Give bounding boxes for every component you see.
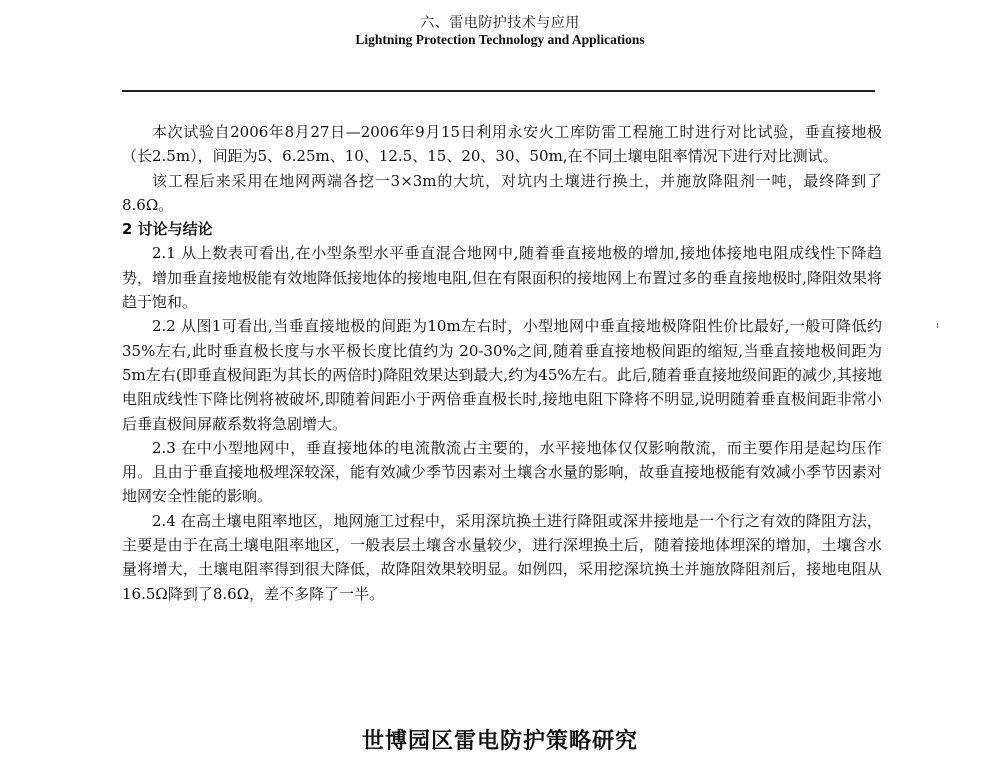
- paragraph-pit-result: 该工程后来采用在地网两端各挖一3×3m的大坑，对坑内土壤进行换土，并施放降阻剂一吨，最终降到了8.6Ω。: [122, 171, 882, 214]
- paragraph-2-4: 2.4 在高土壤电阻率地区，地网施工过程中，采用深坑换土进行降阻或深井接地是一个行之有效的降阻方法，主要是由于在高土壤电阻率地区，一般表层土壤含水量较少，进行深埋换土后，随着接地体埋深的增加，土壤含水量将增大，土壤电阻率得到很大降低，故降阻效果较明显。如例四，采用挖深坑换土并施放降阻剂后，接地电阻从16.5Ω降到了8.6Ω，差不多降了一半。: [122, 511, 882, 603]
- running-header: [0, 14, 1000, 48]
- header-divider: [122, 90, 875, 92]
- paragraph-2-2: 2.2 从图1可看出,当垂直接地极的间距为10m左右时，小型地网中垂直接地极降阻性价比最好,一般可降低约 35%左右,此时垂直极长度与水平极长度比值约为 20-30%之间,随着垂直接地极间距的缩短,当垂直接地极间距为5m左右(即垂直极间距为其长的两倍时)降阻效果达到最大,约为45%左右。此后,随着垂直接地级间距的减少,其接地电阻成线性下降比例将被破坏,即随着间距小于两倍垂直极长时,接地电阻下降将不明显,说明随着垂直极间距非常小后垂直极间屏蔽系数将急剧增大。: [122, 317, 882, 433]
- paragraph-2-3: 2.3 在中小型地网中，垂直接地体的电流散流占主要的，水平接地体仅仅影响散流，而主要作用是起均压作用。且由于垂直接地极埋深较深，能有效减少季节因素对土壤含水量的影响，故垂直接地极能有效减小季节因素对地网安全性能的影响。: [122, 438, 882, 506]
- paragraph-test-description: 本次试验自2006年8月27日—2006年9月15日利用永安火工库防雷工程施工时进行对比试验，垂直接地极（长2.5m），间距为5、6.25m、10、12.5、15、20、30、50m,在不同土壤电阻率情况下进行对比测试。: [122, 123, 882, 166]
- scan-artifact-mark: [937, 323, 938, 328]
- section-heading-discussion: 2 讨论与结论: [122, 220, 213, 239]
- running-header-chinese: 六、雷电防护技术与应用: [420, 15, 580, 31]
- footer-paper-title: 世博园区雷电防护策略研究: [361, 729, 638, 754]
- body-text: [122, 120, 882, 606]
- running-header-english: Lightning Protection Technology and Applications: [355, 32, 645, 47]
- paragraph-2-1: 2.1 从上数表可看出,在小型条型水平垂直混合地网中,随着垂直接地极的增加,接地体接地电阻成线性下降趋势，增加垂直接地极能有效地降低接地体的接地电阻,但在有限面积的接地网上布置过多的垂直接地极时,降阻效果将趋于饱和。: [122, 244, 882, 312]
